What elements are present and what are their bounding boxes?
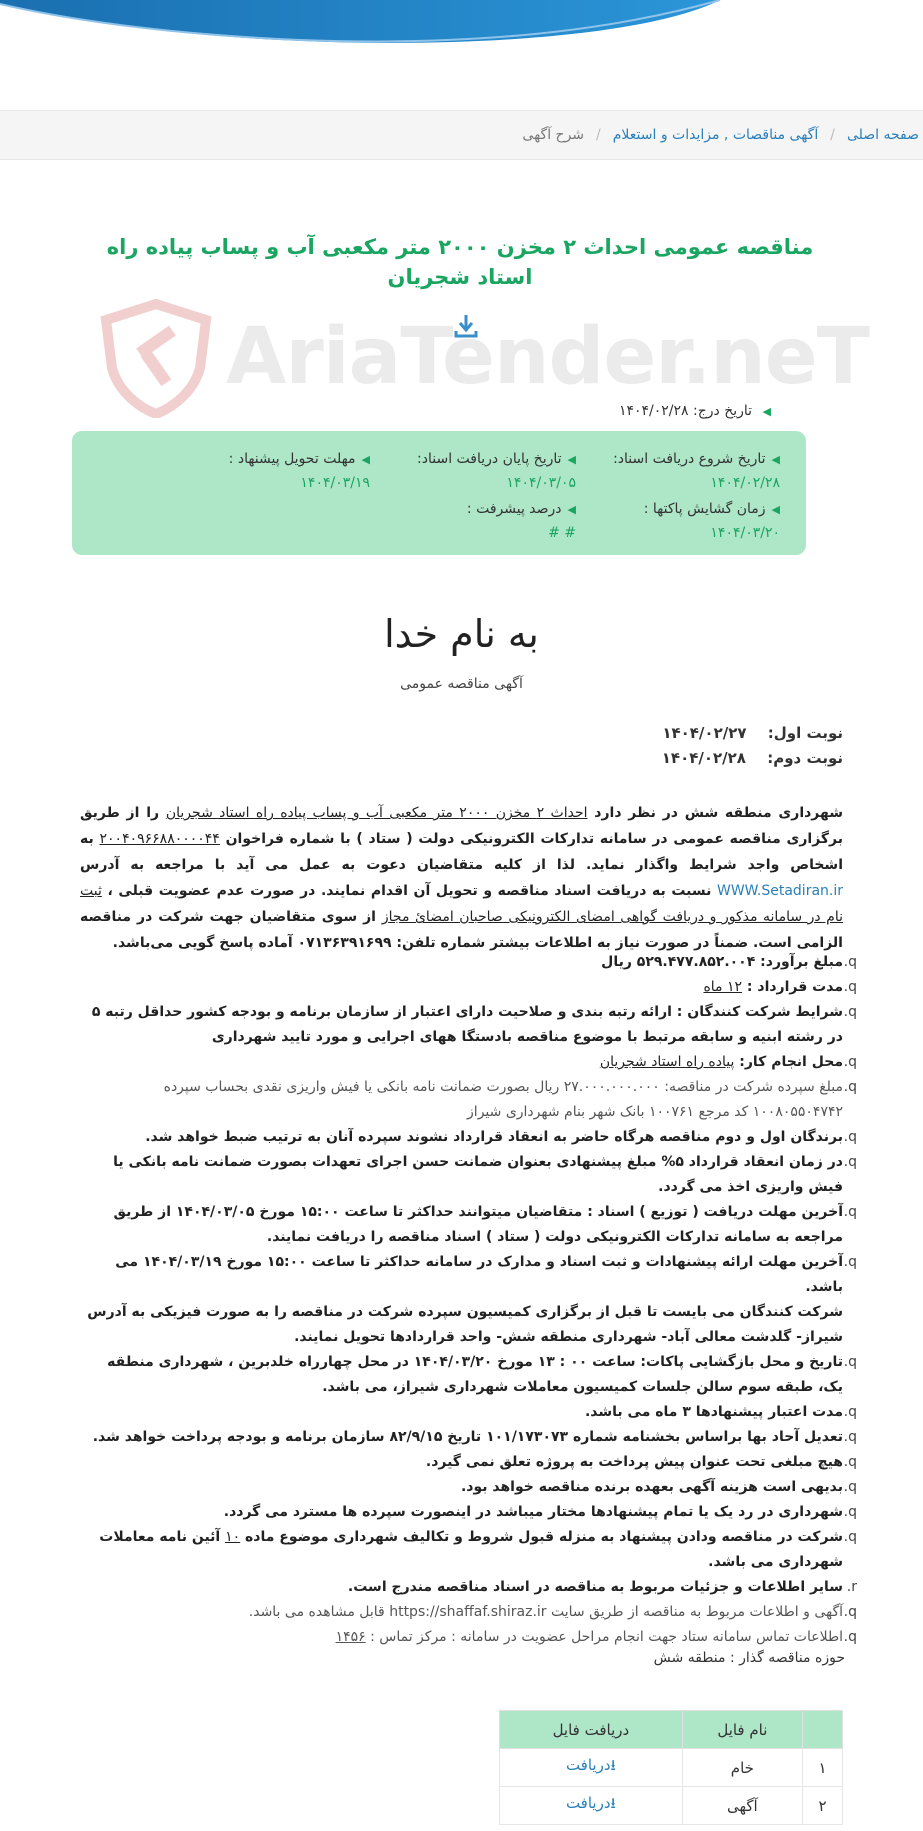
condition-text: هیچ مبلغی تحت عنوان پیش پرداخت به پروژه تعلق نمی گیرد. bbox=[425, 1454, 843, 1470]
triangle-icon: ◀ bbox=[771, 453, 780, 466]
round-value: ۱۴۰۴/۰۲/۲۸ bbox=[661, 749, 746, 767]
end-date-value: ۱۴۰۴/۰۳/۰۵ bbox=[506, 475, 576, 491]
condition-item bbox=[80, 1150, 857, 1200]
list-bullet: q. bbox=[843, 1529, 857, 1545]
triangle-icon: ◀ bbox=[771, 503, 780, 516]
condition-item bbox=[80, 1300, 853, 1350]
condition-text: اطلاعات تماس سامانه ستاد جهت انجام مراحل عضویت در سامانه : مرکز تماس : bbox=[365, 1629, 843, 1645]
page-title: مناقصه عمومی احداث ۲ مخزن ۲۰۰۰ متر مکعبی آب و پساب پیاده راه استاد شجریان bbox=[106, 235, 814, 289]
start-date-item bbox=[613, 451, 780, 491]
list-bullet: q. bbox=[843, 1129, 857, 1145]
condition-underlined: ۱۴۵۶ bbox=[335, 1629, 366, 1645]
list-bullet: q. bbox=[843, 954, 857, 970]
download-link[interactable] bbox=[500, 1787, 683, 1825]
condition-text: آخرین مهلت دریافت ( توزیع ) اسناد : متقاضیان میتوانند حداکثر تا ساعت ۱۵:۰۰ مورخ ۱۴۰۴/۰۳/۰۵ از طریق مراجعه به سامانه تدارکات الکترونیکی دولت ( ستاد ) اسناد مناقصه را دریافت نمایند. bbox=[113, 1204, 843, 1245]
condition-item bbox=[80, 1625, 857, 1650]
condition-underlined: ۱۲ ماه bbox=[703, 979, 743, 995]
condition-text: شرایط شرکت کنندگان : ارائه رتبه بندی و صلاحیت دارای اعتبار از سازمان برنامه و بودجه کشور حداقل رتبه ۵ در رشته ابنیه و سابقه مرتبط با موضوع مناقصه بادستگا ههای اجرایی و مورد تایید شهرداری bbox=[91, 1004, 843, 1045]
condition-item bbox=[80, 1425, 857, 1450]
files-header-row bbox=[500, 1711, 843, 1749]
breadcrumb-separator: / bbox=[596, 127, 601, 143]
tender-scope: حوزه مناقصه گذار : منطقه شش bbox=[653, 1650, 845, 1666]
condition-text: شرکت کنندگان می بایست تا قبل از برگزاری کمیسیون سپرده شرکت در مناقصه را به صورت فیزیکی به آدرس شیراز- گلدشت معالی آباد- شهرداری منطقه شش- واحد قراردادها تحویل نمایند. bbox=[87, 1304, 843, 1345]
progress-label: درصد پیشرفت : bbox=[466, 501, 562, 517]
intro-paragraph bbox=[80, 800, 843, 956]
condition-text: شرکت در مناقصه ودادن پیشنهاد به منزله قبول شروط و تکالیف شهرداری موضوع ماده bbox=[240, 1529, 843, 1545]
deadline-label: مهلت تحویل پیشنهاد : bbox=[228, 451, 356, 467]
call-number: ۲۰۰۴۰۹۶۶۸۸۰۰۰۰۴۴ bbox=[99, 831, 220, 847]
condition-item bbox=[80, 1475, 857, 1500]
condition-underlined: پیاده راه استاد شجریان bbox=[599, 1054, 735, 1070]
list-bullet: q. bbox=[843, 1629, 857, 1645]
list-bullet: q. bbox=[843, 1154, 857, 1170]
date-posted-value: ۱۴۰۴/۰۲/۲۸ bbox=[618, 403, 689, 419]
setadiran-link[interactable]: WWW.Setadiran.ir bbox=[716, 883, 844, 899]
list-bullet: q. bbox=[843, 1354, 857, 1370]
list-bullet: q. bbox=[843, 1204, 857, 1220]
condition-item bbox=[80, 1500, 857, 1525]
list-bullet: q. bbox=[843, 1504, 857, 1520]
list-bullet: q. bbox=[843, 979, 857, 995]
condition-item bbox=[80, 1450, 857, 1475]
notice-subtitle: آگهی مناقصه عمومی bbox=[400, 676, 523, 692]
condition-item bbox=[80, 1200, 857, 1250]
condition-text: تعدیل آحاد بها براساس بخشنامه شماره ۱۰۱/۱۷۳۰۷۳ تاریخ ۸۲/۹/۱۵ سازمان برنامه و بودجه پرداخت خواهد شد. bbox=[92, 1429, 843, 1445]
list-bullet: q. bbox=[843, 1479, 857, 1495]
project-name-link[interactable]: احداث ۲ مخزن ۲۰۰۰ متر مکعبی آب و پساب پیاده راه استاد شجریان bbox=[165, 805, 588, 821]
tender-info-box bbox=[72, 431, 806, 555]
end-date-label: تاریخ پایان دریافت اسناد: bbox=[417, 451, 562, 467]
condition-text: محل انجام کار: bbox=[734, 1054, 843, 1070]
triangle-icon: ◀ bbox=[567, 503, 576, 516]
start-date-label: تاریخ شروع دریافت اسناد: bbox=[613, 451, 766, 467]
conditions-list bbox=[80, 950, 857, 1650]
download-label: دریافت bbox=[565, 1794, 611, 1812]
list-bullet: q. bbox=[843, 1404, 857, 1420]
condition-item bbox=[80, 1050, 857, 1075]
bismillah-heading: به نام خدا bbox=[384, 612, 539, 656]
registration-note: ثبت نام در سامانه مذکور و دریافت گواهی امضای الکترونیکی صاحبان امضائ مجاز bbox=[80, 883, 843, 925]
download-label: دریافت bbox=[565, 1756, 611, 1774]
end-date-item bbox=[417, 451, 576, 491]
condition-item bbox=[80, 1125, 857, 1150]
list-bullet: r. bbox=[846, 1579, 857, 1595]
condition-item bbox=[80, 1400, 857, 1425]
list-bullet: q. bbox=[843, 1604, 857, 1620]
condition-text: تاریخ و محل بازگشایی پاکات: ساعت ۰۰ : ۱۳ مورخ ۱۴۰۴/۰۳/۲۰ در محل چهارراه خلدبرین ، شهرداری منطقه یک، طبقه سوم سالن جلسات کمیسیون معاملات شهرداری شیراز، می باشد. bbox=[107, 1354, 843, 1395]
file-name: آگهی bbox=[682, 1787, 802, 1825]
condition-text: در زمان انعقاد قرارداد ۵% مبلغ پیشنهادی بعنوان ضمانت حسن اجرای تعهدات بصورت ضمانت نامه بانکی یا فیش واریزی اخذ می گردد. bbox=[113, 1154, 843, 1195]
breadcrumb-current: شرح آگهی bbox=[522, 127, 585, 143]
condition-item bbox=[80, 1250, 857, 1300]
list-bullet: q. bbox=[843, 1429, 857, 1445]
condition-text: آگهی و اطلاعات مربوط به مناقصه از طریق سایت https://shaffaf.shiraz.ir قابل مشاهده می باشد. bbox=[248, 1604, 843, 1620]
condition-underlined: ۱۰ bbox=[225, 1529, 241, 1545]
condition-item bbox=[80, 1525, 857, 1575]
shield-logo-icon bbox=[96, 298, 216, 418]
row-index: ۱ bbox=[803, 1749, 843, 1787]
intro-text: از سوی متقاضیان جهت شرکت در مناقصه الزامی است. ضمناً در صورت نیاز به اطلاعات بیشتر شماره تلفن: ۰۷۱۳۶۳۹۱۶۹۹ آماده پاسخ گویی می‌باشد. bbox=[80, 909, 843, 951]
round-label: نوبت دوم: bbox=[767, 749, 843, 767]
triangle-icon: ◀ bbox=[361, 453, 370, 466]
start-date-value: ۱۴۰۴/۰۲/۲۸ bbox=[710, 475, 780, 491]
file-name: خام bbox=[682, 1749, 802, 1787]
list-bullet: q. bbox=[843, 1254, 857, 1270]
condition-text: بدیهی است هزینه آگهی بعهده برنده مناقصه خواهد بود. bbox=[460, 1479, 843, 1495]
breadcrumb-section-link[interactable]: آگهی مناقصات , مزایدات و استعلام bbox=[612, 127, 819, 143]
table-row bbox=[500, 1787, 843, 1825]
round-label: نوبت اول: bbox=[767, 724, 843, 742]
col-index bbox=[803, 1711, 843, 1749]
opening-time-value: ۱۴۰۴/۰۳/۲۰ bbox=[710, 525, 780, 541]
col-file-name: نام فایل bbox=[682, 1711, 802, 1749]
date-posted-label: تاریخ درج: bbox=[693, 403, 753, 419]
intro-text: به اشخاص واجد شرایط واگذار نماید. لذا از کلیه متقاضیان دعوت به عمل می آید با مراجعه به آدرس bbox=[80, 831, 843, 873]
breadcrumb-separator: / bbox=[830, 127, 835, 143]
condition-item bbox=[80, 1000, 857, 1050]
intro-text: نسبت به دریافت اسناد مناقصه و تحویل آن اقدام نمایند. در صورت عدم عضویت قبلی ، bbox=[107, 883, 712, 899]
download-icon[interactable] bbox=[452, 312, 480, 340]
round-second bbox=[662, 749, 843, 767]
condition-text: مدت قرارداد : bbox=[742, 979, 843, 995]
deadline-item bbox=[229, 451, 370, 491]
condition-text: آئین نامه معاملات شهرداری می باشد. bbox=[99, 1529, 843, 1570]
breadcrumb-home-link[interactable]: صفحه اصلی bbox=[846, 127, 919, 143]
condition-text: مبلغ برآورد: ۵۲۹.۴۷۷.۸۵۲.۰۰۴ ریال bbox=[601, 954, 843, 970]
intro-text: شهرداری منطقه شش در نظر دارد bbox=[594, 805, 844, 821]
list-bullet: q. bbox=[843, 1454, 857, 1470]
progress-item bbox=[467, 501, 576, 541]
watermark-text: AriaTender.neT bbox=[226, 312, 869, 402]
triangle-icon: ◀ bbox=[567, 453, 576, 466]
condition-item bbox=[80, 1075, 857, 1125]
opening-time-item bbox=[644, 501, 780, 541]
condition-text: شهرداری در رد یک یا تمام پیشنهادها مختار میباشد در اینصورت سپرده ها مسترد می گردد. bbox=[223, 1504, 843, 1520]
condition-text: برندگان اول و دوم مناقصه هرگاه حاضر به انعقاد قرارداد نشوند سپرده آنان به ترتیب ضبط خواهد شد. bbox=[145, 1129, 843, 1145]
condition-text: سایر اطلاعات و جزئیات مربوط به مناقصه در اسناد مناقصه مندرج است. bbox=[347, 1579, 843, 1595]
table-row bbox=[500, 1749, 843, 1787]
files-table bbox=[499, 1710, 843, 1825]
condition-item bbox=[80, 975, 857, 1000]
condition-text: آخرین مهلت ارائه پیشنهادات و ثبت اسناد و مدارک در سامانه حداکثر تا ساعت ۱۵:۰۰ مورخ ۱۴۰۴/۰۳/۱۹ می باشد. bbox=[115, 1254, 843, 1295]
date-posted bbox=[619, 403, 771, 419]
round-value: ۱۴۰۴/۰۲/۲۷ bbox=[662, 724, 747, 742]
condition-item bbox=[80, 1350, 857, 1400]
round-first bbox=[662, 724, 843, 742]
download-icon: ⭳ bbox=[610, 1794, 616, 1812]
condition-item bbox=[80, 1600, 857, 1625]
breadcrumb bbox=[0, 110, 923, 160]
condition-item bbox=[80, 1575, 857, 1600]
download-link[interactable] bbox=[500, 1749, 683, 1787]
triangle-icon: ◀ bbox=[762, 405, 771, 418]
list-bullet: q. bbox=[843, 1004, 857, 1020]
list-bullet: q. bbox=[843, 1079, 857, 1095]
col-download: دریافت فایل bbox=[500, 1711, 683, 1749]
deadline-value: ۱۴۰۴/۰۳/۱۹ bbox=[300, 475, 370, 491]
intro-text: را از طریق برگزاری مناقصه عمومی در سامانه تدارکات الکترونیکی دولت ( ستاد ) با شماره فراخوان bbox=[80, 805, 844, 847]
progress-value: # # bbox=[548, 525, 576, 541]
condition-text: مبلغ سپرده شرکت در مناقصه: ۲۷.۰۰۰.۰۰۰.۰۰۰ ریال بصورت ضمانت نامه بانکی یا فیش واریزی نقدی بحساب سپرده ۱۰۰۸۰۵۵۰۴۷۴۲ کد مرجع ۱۰۰۷۶۱ بانک شهر بنام شهرداری شیراز bbox=[163, 1079, 843, 1120]
download-icon: ⭳ bbox=[610, 1756, 616, 1774]
list-bullet: q. bbox=[843, 1054, 857, 1070]
condition-item bbox=[80, 950, 857, 975]
opening-time-label: زمان گشایش پاکتها : bbox=[643, 501, 766, 517]
header-wave bbox=[0, 0, 923, 60]
row-index: ۲ bbox=[803, 1787, 843, 1825]
condition-text: مدت اعتبار پیشنهادها ۳ ماه می باشد. bbox=[584, 1404, 843, 1420]
